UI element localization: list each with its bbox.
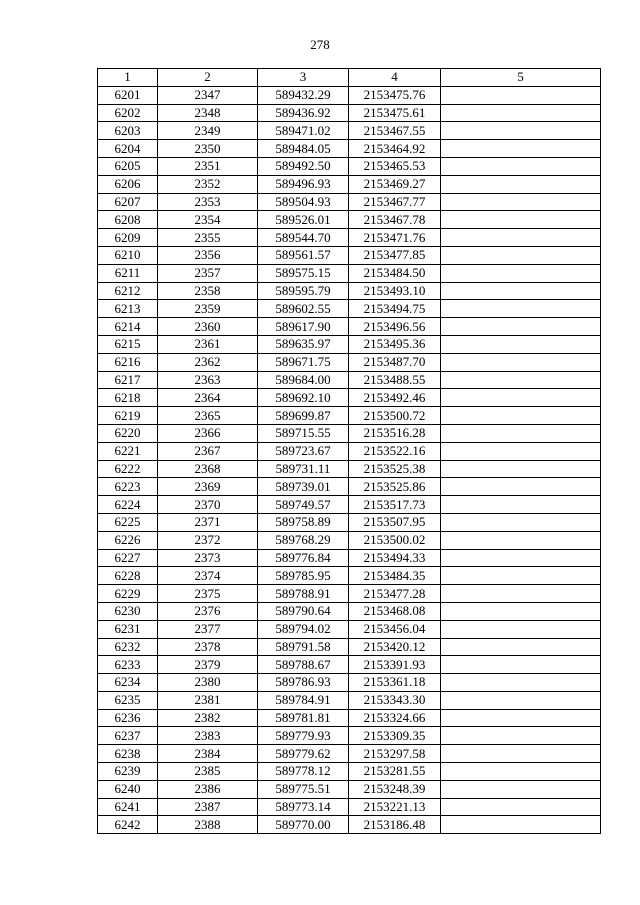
vertex-number-cell: 2363 (158, 371, 258, 389)
point-number-cell: 6205 (98, 157, 158, 175)
table-row (98, 424, 601, 442)
vertex-number-cell: 2372 (158, 531, 258, 549)
point-number-cell: 6204 (98, 140, 158, 158)
x-coordinate-cell: 589773.14 (258, 798, 349, 816)
x-coordinate-cell: 589526.01 (258, 211, 349, 229)
x-coordinate-cell: 589770.00 (258, 816, 349, 834)
y-coordinate-cell: 2153467.55 (349, 122, 441, 140)
table-row (98, 175, 601, 193)
column-header: 1 (98, 69, 158, 87)
x-coordinate-cell: 589731.11 (258, 460, 349, 478)
x-coordinate-cell: 589496.93 (258, 175, 349, 193)
point-number-cell: 6214 (98, 318, 158, 336)
note-cell (441, 157, 601, 175)
column-header: 2 (158, 69, 258, 87)
y-coordinate-cell: 2153464.92 (349, 140, 441, 158)
x-coordinate-cell: 589739.01 (258, 478, 349, 496)
note-cell (441, 442, 601, 460)
table-body (98, 86, 601, 833)
column-header: 3 (258, 69, 349, 87)
vertex-number-cell: 2383 (158, 727, 258, 745)
x-coordinate-cell: 589778.12 (258, 763, 349, 781)
x-coordinate-cell: 589492.50 (258, 157, 349, 175)
vertex-number-cell: 2349 (158, 122, 258, 140)
vertex-number-cell: 2354 (158, 211, 258, 229)
y-coordinate-cell: 2153468.08 (349, 602, 441, 620)
note-cell (441, 674, 601, 692)
x-coordinate-cell: 589715.55 (258, 424, 349, 442)
table-row (98, 211, 601, 229)
table-row (98, 264, 601, 282)
y-coordinate-cell: 2153496.56 (349, 318, 441, 336)
table-row (98, 709, 601, 727)
vertex-number-cell: 2368 (158, 460, 258, 478)
y-coordinate-cell: 2153475.61 (349, 104, 441, 122)
vertex-number-cell: 2375 (158, 585, 258, 603)
note-cell (441, 745, 601, 763)
vertex-number-cell: 2378 (158, 638, 258, 656)
x-coordinate-cell: 589436.92 (258, 104, 349, 122)
y-coordinate-cell: 2153361.18 (349, 674, 441, 692)
vertex-number-cell: 2369 (158, 478, 258, 496)
x-coordinate-cell: 589775.51 (258, 780, 349, 798)
note-cell (441, 353, 601, 371)
x-coordinate-cell: 589781.81 (258, 709, 349, 727)
point-number-cell: 6213 (98, 300, 158, 318)
y-coordinate-cell: 2153494.75 (349, 300, 441, 318)
table-row (98, 496, 601, 514)
point-number-cell: 6239 (98, 763, 158, 781)
table-row (98, 513, 601, 531)
note-cell (441, 478, 601, 496)
vertex-number-cell: 2347 (158, 86, 258, 104)
x-coordinate-cell: 589617.90 (258, 318, 349, 336)
point-number-cell: 6235 (98, 691, 158, 709)
point-number-cell: 6208 (98, 211, 158, 229)
point-number-cell: 6226 (98, 531, 158, 549)
y-coordinate-cell: 2153525.86 (349, 478, 441, 496)
y-coordinate-cell: 2153324.66 (349, 709, 441, 727)
table-row (98, 691, 601, 709)
point-number-cell: 6201 (98, 86, 158, 104)
x-coordinate-cell: 589504.93 (258, 193, 349, 211)
note-cell (441, 424, 601, 442)
y-coordinate-cell: 2153517.73 (349, 496, 441, 514)
point-number-cell: 6206 (98, 175, 158, 193)
table-row (98, 727, 601, 745)
y-coordinate-cell: 2153221.13 (349, 798, 441, 816)
note-cell (441, 567, 601, 585)
y-coordinate-cell: 2153467.78 (349, 211, 441, 229)
note-cell (441, 691, 601, 709)
vertex-number-cell: 2385 (158, 763, 258, 781)
note-cell (441, 531, 601, 549)
note-cell (441, 727, 601, 745)
vertex-number-cell: 2388 (158, 816, 258, 834)
point-number-cell: 6209 (98, 229, 158, 247)
point-number-cell: 6203 (98, 122, 158, 140)
vertex-number-cell: 2367 (158, 442, 258, 460)
vertex-number-cell: 2380 (158, 674, 258, 692)
table-row (98, 816, 601, 834)
point-number-cell: 6207 (98, 193, 158, 211)
point-number-cell: 6221 (98, 442, 158, 460)
x-coordinate-cell: 589794.02 (258, 620, 349, 638)
x-coordinate-cell: 589595.79 (258, 282, 349, 300)
x-coordinate-cell: 589779.62 (258, 745, 349, 763)
y-coordinate-cell: 2153469.27 (349, 175, 441, 193)
note-cell (441, 389, 601, 407)
y-coordinate-cell: 2153494.33 (349, 549, 441, 567)
note-cell (441, 780, 601, 798)
point-number-cell: 6233 (98, 656, 158, 674)
x-coordinate-cell: 589671.75 (258, 353, 349, 371)
table-row (98, 157, 601, 175)
point-number-cell: 6231 (98, 620, 158, 638)
x-coordinate-cell: 589699.87 (258, 407, 349, 425)
point-number-cell: 6217 (98, 371, 158, 389)
vertex-number-cell: 2371 (158, 513, 258, 531)
x-coordinate-cell: 589788.67 (258, 656, 349, 674)
point-number-cell: 6238 (98, 745, 158, 763)
y-coordinate-cell: 2153477.28 (349, 585, 441, 603)
y-coordinate-cell: 2153516.28 (349, 424, 441, 442)
note-cell (441, 371, 601, 389)
table-row (98, 335, 601, 353)
note-cell (441, 300, 601, 318)
vertex-number-cell: 2357 (158, 264, 258, 282)
vertex-number-cell: 2377 (158, 620, 258, 638)
vertex-number-cell: 2381 (158, 691, 258, 709)
note-cell (441, 407, 601, 425)
y-coordinate-cell: 2153471.76 (349, 229, 441, 247)
x-coordinate-cell: 589784.91 (258, 691, 349, 709)
table-row (98, 318, 601, 336)
point-number-cell: 6236 (98, 709, 158, 727)
y-coordinate-cell: 2153248.39 (349, 780, 441, 798)
y-coordinate-cell: 2153484.50 (349, 264, 441, 282)
note-cell (441, 282, 601, 300)
note-cell (441, 798, 601, 816)
note-cell (441, 193, 601, 211)
vertex-number-cell: 2386 (158, 780, 258, 798)
x-coordinate-cell: 589790.64 (258, 602, 349, 620)
point-number-cell: 6240 (98, 780, 158, 798)
table-row (98, 300, 601, 318)
y-coordinate-cell: 2153343.30 (349, 691, 441, 709)
note-cell (441, 264, 601, 282)
vertex-number-cell: 2382 (158, 709, 258, 727)
y-coordinate-cell: 2153495.36 (349, 335, 441, 353)
column-header: 4 (349, 69, 441, 87)
x-coordinate-cell: 589785.95 (258, 567, 349, 585)
vertex-number-cell: 2365 (158, 407, 258, 425)
point-number-cell: 6212 (98, 282, 158, 300)
x-coordinate-cell: 589432.29 (258, 86, 349, 104)
note-cell (441, 549, 601, 567)
vertex-number-cell: 2360 (158, 318, 258, 336)
note-cell (441, 656, 601, 674)
table-row (98, 620, 601, 638)
point-number-cell: 6224 (98, 496, 158, 514)
note-cell (441, 816, 601, 834)
table-row (98, 602, 601, 620)
vertex-number-cell: 2348 (158, 104, 258, 122)
point-number-cell: 6222 (98, 460, 158, 478)
note-cell (441, 140, 601, 158)
note-cell (441, 709, 601, 727)
y-coordinate-cell: 2153477.85 (349, 246, 441, 264)
point-number-cell: 6232 (98, 638, 158, 656)
table-row (98, 531, 601, 549)
y-coordinate-cell: 2153493.10 (349, 282, 441, 300)
vertex-number-cell: 2373 (158, 549, 258, 567)
vertex-number-cell: 2359 (158, 300, 258, 318)
x-coordinate-cell: 589758.89 (258, 513, 349, 531)
point-number-cell: 6227 (98, 549, 158, 567)
note-cell (441, 229, 601, 247)
point-number-cell: 6215 (98, 335, 158, 353)
table-row (98, 371, 601, 389)
note-cell (441, 638, 601, 656)
y-coordinate-cell: 2153186.48 (349, 816, 441, 834)
y-coordinate-cell: 2153456.04 (349, 620, 441, 638)
vertex-number-cell: 2374 (158, 567, 258, 585)
point-number-cell: 6211 (98, 264, 158, 282)
table-row (98, 407, 601, 425)
y-coordinate-cell: 2153309.35 (349, 727, 441, 745)
x-coordinate-cell: 589723.67 (258, 442, 349, 460)
point-number-cell: 6218 (98, 389, 158, 407)
note-cell (441, 496, 601, 514)
page-number: 278 (310, 37, 330, 52)
y-coordinate-cell: 2153281.55 (349, 763, 441, 781)
note-cell (441, 585, 601, 603)
note-cell (441, 602, 601, 620)
table-row (98, 389, 601, 407)
table-row (98, 549, 601, 567)
vertex-number-cell: 2351 (158, 157, 258, 175)
table-row (98, 745, 601, 763)
x-coordinate-cell: 589484.05 (258, 140, 349, 158)
y-coordinate-cell: 2153507.95 (349, 513, 441, 531)
table-row (98, 763, 601, 781)
vertex-number-cell: 2355 (158, 229, 258, 247)
y-coordinate-cell: 2153492.46 (349, 389, 441, 407)
y-coordinate-cell: 2153488.55 (349, 371, 441, 389)
y-coordinate-cell: 2153484.35 (349, 567, 441, 585)
vertex-number-cell: 2387 (158, 798, 258, 816)
table-row (98, 780, 601, 798)
note-cell (441, 620, 601, 638)
table-row (98, 674, 601, 692)
note-cell (441, 211, 601, 229)
column-header: 5 (441, 69, 601, 87)
table-header-row (98, 69, 601, 87)
table-row (98, 442, 601, 460)
point-number-cell: 6220 (98, 424, 158, 442)
y-coordinate-cell: 2153500.72 (349, 407, 441, 425)
vertex-number-cell: 2364 (158, 389, 258, 407)
table-row (98, 229, 601, 247)
table-row (98, 104, 601, 122)
vertex-number-cell: 2366 (158, 424, 258, 442)
table-row (98, 478, 601, 496)
point-number-cell: 6202 (98, 104, 158, 122)
note-cell (441, 122, 601, 140)
note-cell (441, 763, 601, 781)
table-row (98, 638, 601, 656)
note-cell (441, 175, 601, 193)
table-row (98, 656, 601, 674)
note-cell (441, 246, 601, 264)
table-row (98, 282, 601, 300)
y-coordinate-cell: 2153391.93 (349, 656, 441, 674)
x-coordinate-cell: 589544.70 (258, 229, 349, 247)
point-number-cell: 6228 (98, 567, 158, 585)
vertex-number-cell: 2353 (158, 193, 258, 211)
x-coordinate-cell: 589791.58 (258, 638, 349, 656)
vertex-number-cell: 2361 (158, 335, 258, 353)
vertex-number-cell: 2350 (158, 140, 258, 158)
note-cell (441, 86, 601, 104)
table-row (98, 86, 601, 104)
vertex-number-cell: 2370 (158, 496, 258, 514)
point-number-cell: 6223 (98, 478, 158, 496)
x-coordinate-cell: 589575.15 (258, 264, 349, 282)
table-row (98, 460, 601, 478)
coordinates-table (97, 68, 601, 834)
x-coordinate-cell: 589749.57 (258, 496, 349, 514)
x-coordinate-cell: 589635.97 (258, 335, 349, 353)
note-cell (441, 104, 601, 122)
x-coordinate-cell: 589684.00 (258, 371, 349, 389)
note-cell (441, 460, 601, 478)
table-row (98, 798, 601, 816)
x-coordinate-cell: 589471.02 (258, 122, 349, 140)
table-row (98, 585, 601, 603)
vertex-number-cell: 2376 (158, 602, 258, 620)
point-number-cell: 6242 (98, 816, 158, 834)
table-row (98, 353, 601, 371)
note-cell (441, 513, 601, 531)
y-coordinate-cell: 2153500.02 (349, 531, 441, 549)
point-number-cell: 6234 (98, 674, 158, 692)
point-number-cell: 6219 (98, 407, 158, 425)
y-coordinate-cell: 2153297.58 (349, 745, 441, 763)
point-number-cell: 6210 (98, 246, 158, 264)
point-number-cell: 6225 (98, 513, 158, 531)
point-number-cell: 6241 (98, 798, 158, 816)
table-row (98, 193, 601, 211)
y-coordinate-cell: 2153522.16 (349, 442, 441, 460)
x-coordinate-cell: 589561.57 (258, 246, 349, 264)
y-coordinate-cell: 2153465.53 (349, 157, 441, 175)
y-coordinate-cell: 2153525.38 (349, 460, 441, 478)
point-number-cell: 6230 (98, 602, 158, 620)
table-row (98, 246, 601, 264)
vertex-number-cell: 2379 (158, 656, 258, 674)
y-coordinate-cell: 2153475.76 (349, 86, 441, 104)
x-coordinate-cell: 589692.10 (258, 389, 349, 407)
x-coordinate-cell: 589768.29 (258, 531, 349, 549)
note-cell (441, 318, 601, 336)
point-number-cell: 6229 (98, 585, 158, 603)
note-cell (441, 335, 601, 353)
y-coordinate-cell: 2153487.70 (349, 353, 441, 371)
y-coordinate-cell: 2153467.77 (349, 193, 441, 211)
table-row (98, 122, 601, 140)
table-row (98, 140, 601, 158)
vertex-number-cell: 2352 (158, 175, 258, 193)
x-coordinate-cell: 589776.84 (258, 549, 349, 567)
y-coordinate-cell: 2153420.12 (349, 638, 441, 656)
vertex-number-cell: 2362 (158, 353, 258, 371)
x-coordinate-cell: 589786.93 (258, 674, 349, 692)
x-coordinate-cell: 589602.55 (258, 300, 349, 318)
table-row (98, 567, 601, 585)
vertex-number-cell: 2384 (158, 745, 258, 763)
x-coordinate-cell: 589779.93 (258, 727, 349, 745)
point-number-cell: 6216 (98, 353, 158, 371)
vertex-number-cell: 2358 (158, 282, 258, 300)
point-number-cell: 6237 (98, 727, 158, 745)
vertex-number-cell: 2356 (158, 246, 258, 264)
x-coordinate-cell: 589788.91 (258, 585, 349, 603)
